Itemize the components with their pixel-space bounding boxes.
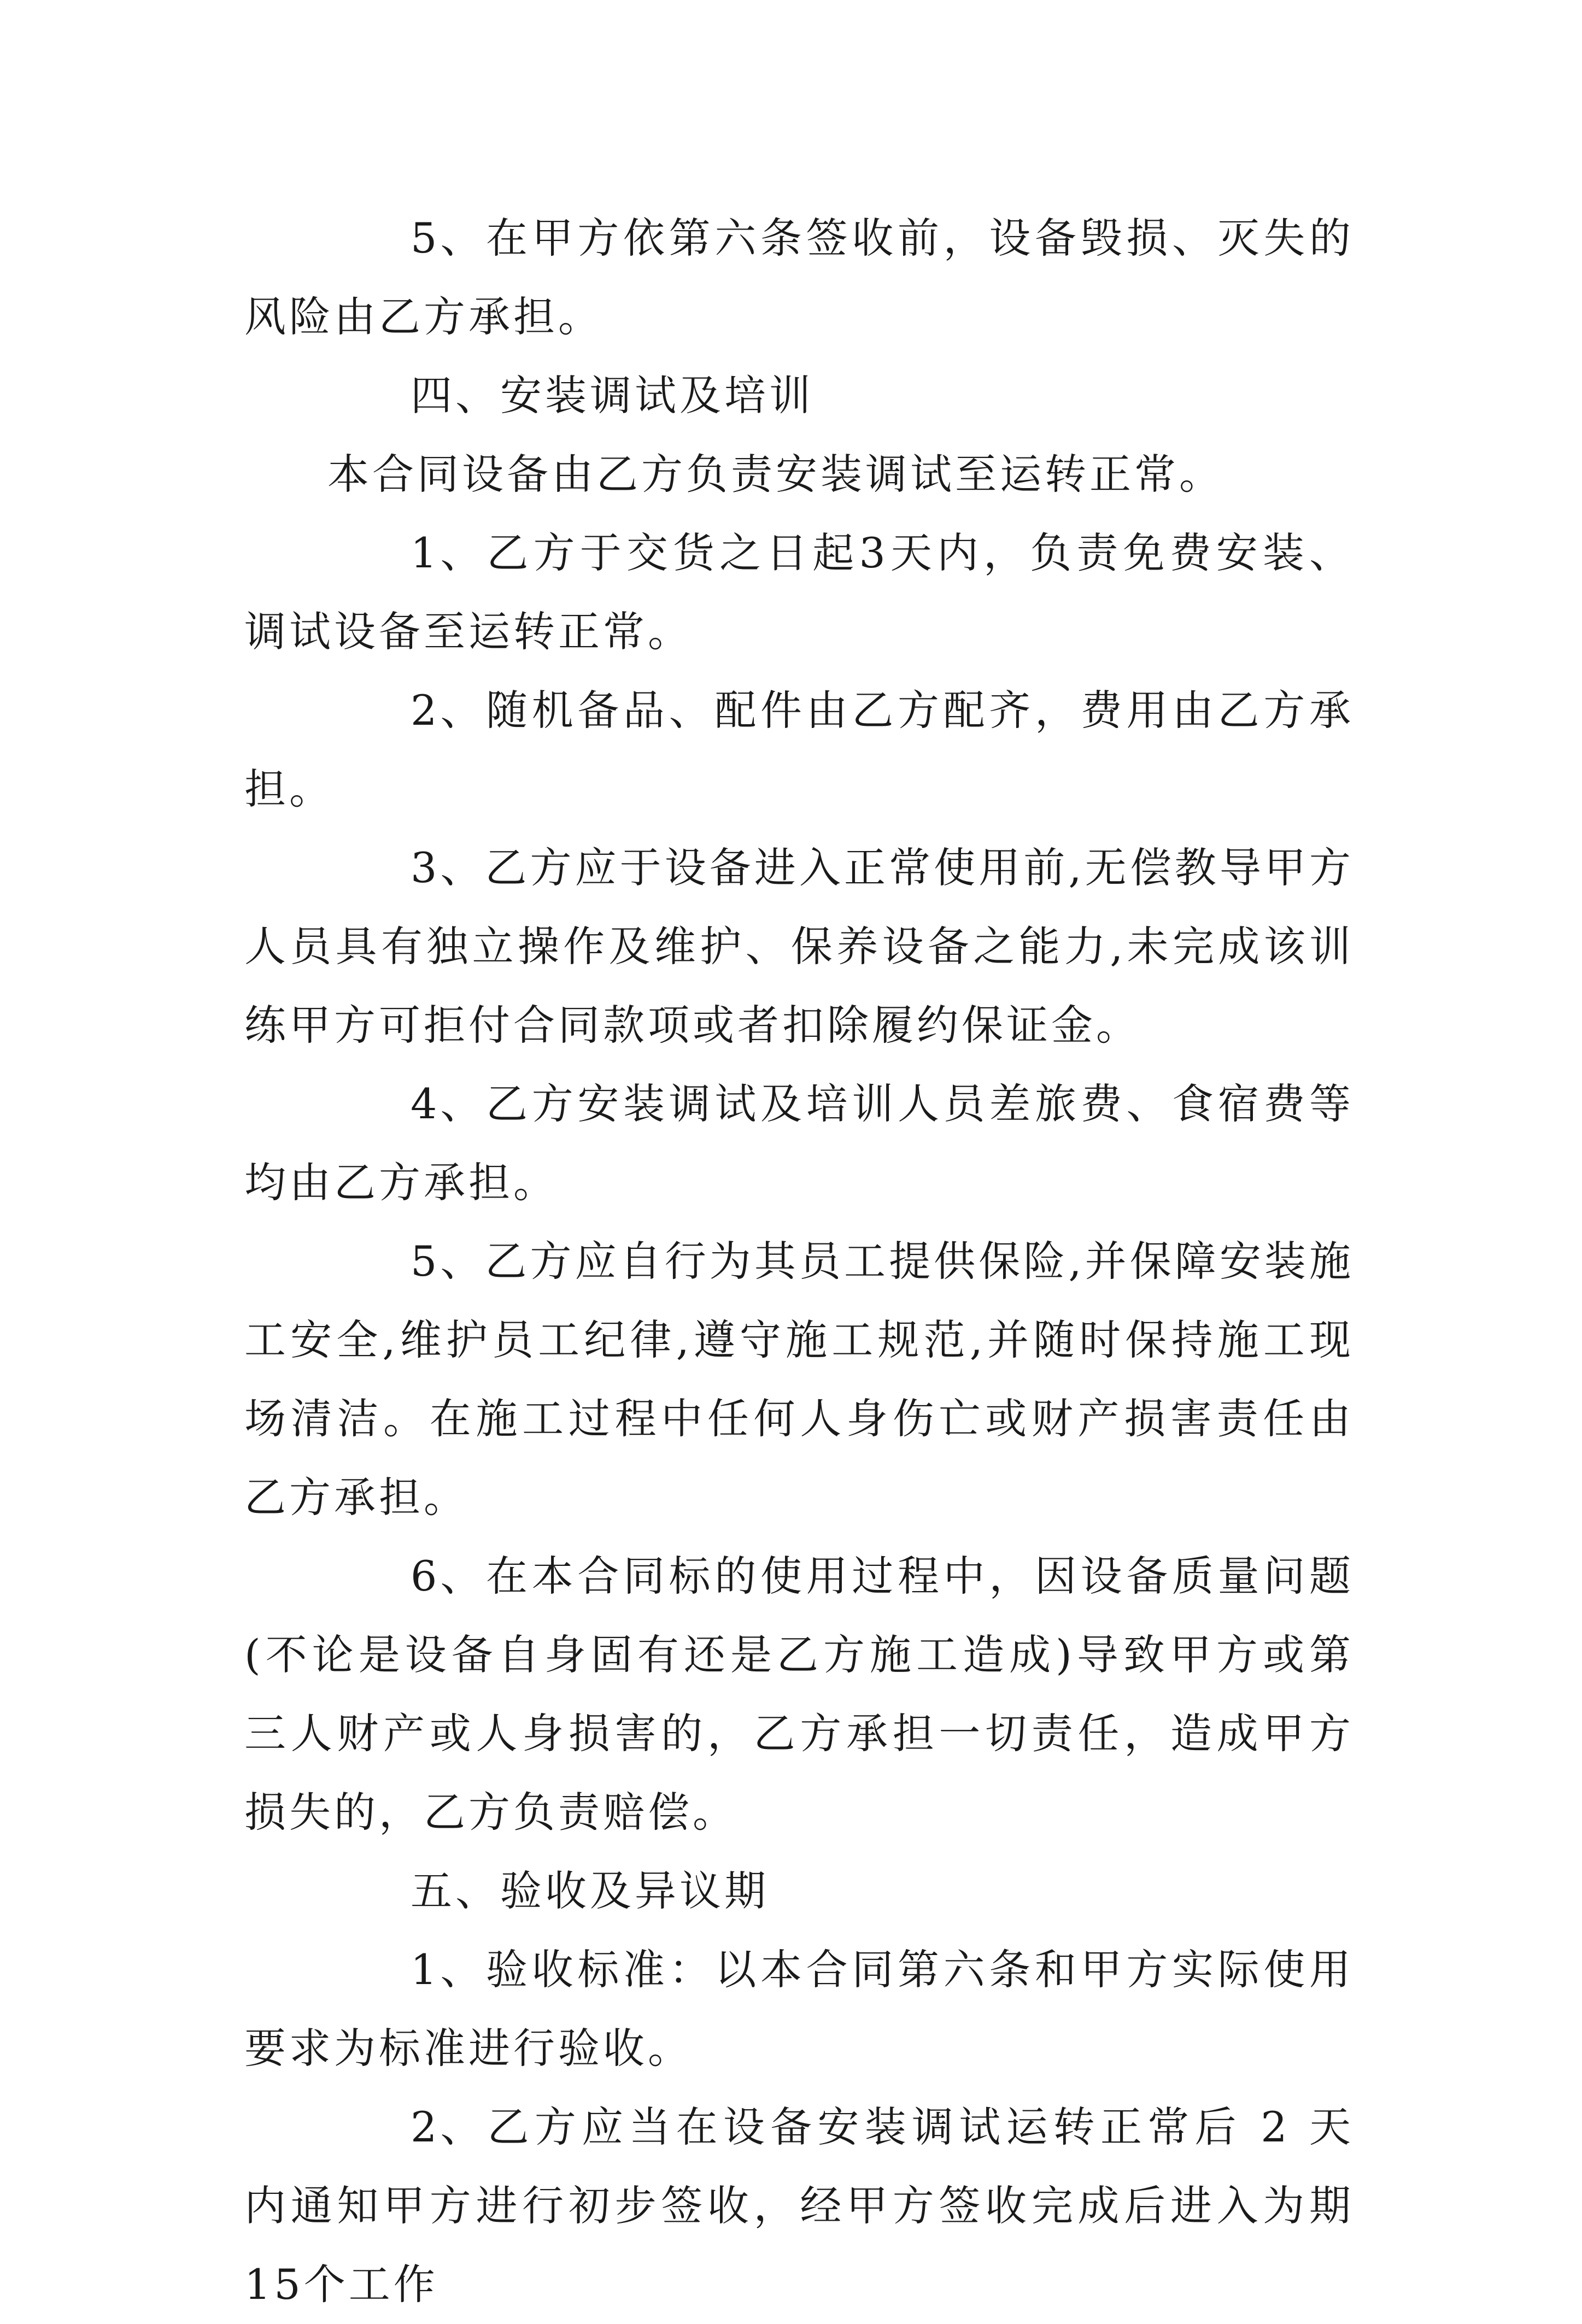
item-number: 1、 xyxy=(411,529,485,577)
section-title: 安装调试及培训 xyxy=(500,371,814,420)
section-number: 五、 xyxy=(411,1867,500,1915)
paragraph xyxy=(244,1930,1354,2088)
paragraph xyxy=(244,1065,1354,1222)
paragraph-text: 随机备品、配件由乙方配齐，费用由乙方承担。 xyxy=(244,686,1354,813)
paragraph xyxy=(244,435,1354,514)
paragraph-text: 乙方应自行为其员工提供保险,并保障安装施工安全,维护员工纪律,遵守施工规范,并随时保持施工现场清洁。在施工过程中任何人身伤亡或财产损害责任由乙方承担。 xyxy=(244,1237,1354,1522)
item-number: 6、 xyxy=(411,1552,485,1600)
paragraph-text: 本合同设备由乙方负责安装调试至运转正常。 xyxy=(327,450,1224,498)
item-number: 3、 xyxy=(411,843,485,892)
item-number: 1、 xyxy=(411,1945,485,1994)
paragraph xyxy=(244,2088,1354,2324)
paragraph-text: 在甲方依第六条签收前，设备毁损、灭失的风险由乙方承担。 xyxy=(244,214,1354,341)
paragraph xyxy=(244,1537,1354,1852)
paragraph-text: 乙方应当在设备安装调试运转正常后 2 天内通知甲方进行初步签收，经甲方签收完成后进入为期15个工作 xyxy=(244,2103,1354,2309)
item-number: 5、 xyxy=(411,214,485,262)
paragraph xyxy=(244,199,1354,356)
section-title: 验收及异议期 xyxy=(500,1867,769,1915)
paragraph xyxy=(244,829,1354,1065)
paragraph-text: 乙方应于设备进入正常使用前,无偿教导甲方人员具有独立操作及维护、保养设备之能力,未完成该训练甲方可拒付合同款项或者扣除履约保证金。 xyxy=(244,843,1354,1049)
paragraph-text: 在本合同标的使用过程中，因设备质量问题(不论是设备自身固有还是乙方施工造成)导致甲方或第三人财产或人身损害的，乙方承担一切责任，造成甲方损失的，乙方负责赔偿。 xyxy=(244,1552,1354,1836)
paragraph-text: 乙方于交货之日起3天内，负责免费安装、调试设备至运转正常。 xyxy=(244,529,1354,656)
paragraph-text: 乙方安装调试及培训人员差旅费、食宿费等均由乙方承担。 xyxy=(244,1079,1354,1207)
item-number: 5、 xyxy=(411,1237,485,1286)
paragraph xyxy=(244,514,1354,671)
paragraph xyxy=(244,1222,1354,1537)
item-number: 2、 xyxy=(411,686,485,735)
item-number: 4、 xyxy=(411,1079,485,1128)
section-heading xyxy=(244,1852,1354,1930)
paragraph xyxy=(244,671,1354,829)
item-number: 2、 xyxy=(411,2103,485,2151)
section-heading xyxy=(244,356,1354,435)
section-number: 四、 xyxy=(411,371,500,420)
contract-text xyxy=(244,199,1354,2324)
paragraph-text: 验收标准：以本合同第六条和甲方实际使用要求为标准进行验收。 xyxy=(244,1945,1354,2073)
